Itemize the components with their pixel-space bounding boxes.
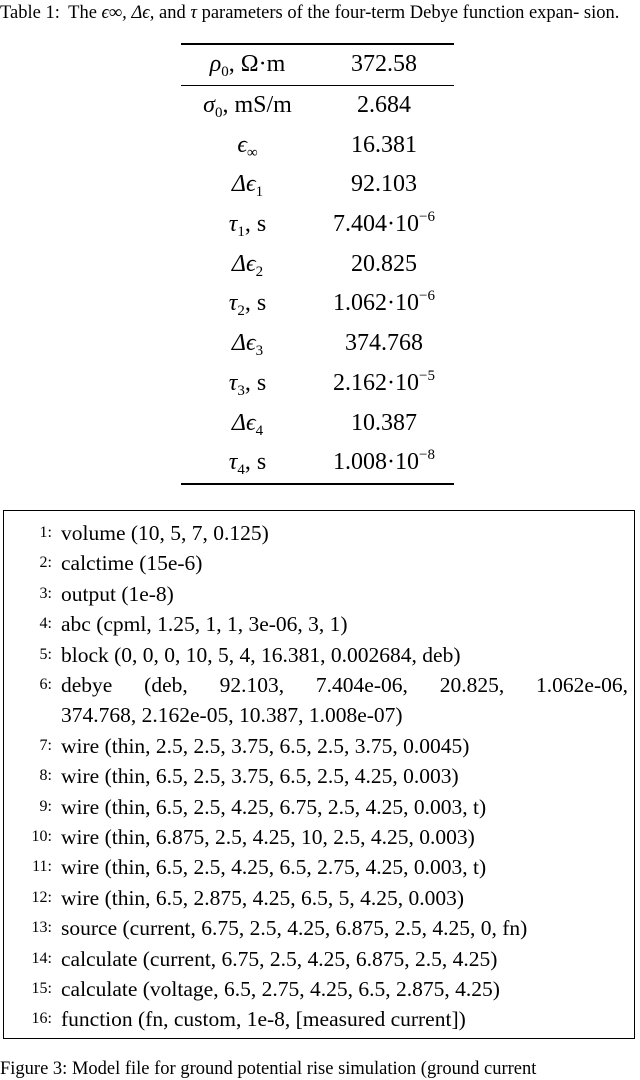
parameter-value-mantissa: 92.103 [351,171,417,198]
parameter-value-exponent: −6 [419,209,435,226]
caption-text-b: and [159,3,186,23]
line-number: 8: [39,767,52,785]
line-code: source (current, 6.75, 2.5, 4.25, 6.875, 2.5, 4.25, 0, fn) [61,916,528,941]
table-row [181,284,454,324]
parameter-label [181,205,314,245]
caption-symbol-eps-inf: ϵ∞, [101,3,127,23]
listing-line [4,822,634,853]
listing-line [4,670,634,701]
line-code: abc (cpml, 1.25, 1, 1, 3e-06, 3, 1) [61,612,348,637]
parameter-value [314,364,454,404]
line-code: calculate (voltage, 6.5, 2.75, 4.25, 6.5, 2.875, 4.25) [61,977,500,1001]
parameter-value-mantissa: 374.768 [345,330,423,357]
parameter-value-mantissa: 20.825 [351,250,417,277]
line-number: 6: [39,676,52,693]
listing-line [4,700,634,731]
parameter-unit: , s [244,290,267,317]
parameter-label [181,125,314,165]
parameter-label [181,85,314,125]
line-number: 11: [32,858,52,876]
parameter-label [181,403,314,443]
parameter-subscript: 1 [255,184,264,201]
caption-text-d: sion. [583,3,620,23]
parameter-table [181,43,454,485]
line-number: 1: [39,524,52,541]
table-row [181,403,454,443]
table-row [181,85,454,125]
listing-line [4,852,634,883]
listing-line [4,640,634,671]
line-code: wire (thin, 6.875, 2.5, 4.25, 10, 2.5, 4.25, 0.003) [61,825,475,849]
parameter-symbol: σ [203,92,215,119]
parameter-value [314,125,454,165]
parameter-subscript: 3 [255,343,264,360]
line-number: 9: [39,797,52,815]
table-row [181,205,454,245]
table-caption [0,2,640,24]
caption-symbol-delta-eps: Δϵ, [131,3,155,23]
line-code: calculate (current, 6.75, 2.5, 4.25, 6.875, 2.5, 4.25) [61,946,498,971]
parameter-value-mantissa: 2.684 [357,92,411,119]
parameter-value-exponent: −8 [419,447,435,464]
parameter-subscript: 2 [255,263,264,280]
line-code: debye (deb, 92.103, 7.404e-06, 20.825, 1.062e-06, [61,673,628,697]
line-code: volume (10, 5, 7, 0.125) [61,521,269,545]
line-number: 15: [31,980,52,997]
line-number: 14: [31,949,52,967]
parameter-value [314,403,454,443]
table-row [181,165,454,205]
parameter-value-mantissa: 1.008·10 [333,449,420,476]
listing-line [4,883,634,914]
caption-label: Table 1: [0,3,60,23]
parameter-subscript: 4 [255,422,264,439]
parameter-value-mantissa: 7.404·10 [333,211,420,238]
line-code: wire (thin, 2.5, 2.5, 3.75, 6.5, 2.5, 3.75, 0.0045) [61,733,470,758]
parameter-subscript: 2 [237,303,245,320]
parameter-value [314,85,454,125]
parameter-unit: , mS/m [222,92,292,119]
parameter-value-mantissa: 2.162·10 [333,369,420,396]
parameter-value [314,443,454,484]
parameter-label [181,244,314,284]
listing-line [4,548,634,579]
line-number: 3: [39,584,52,602]
parameter-subscript: 1 [237,224,245,241]
parameter-value [314,324,454,364]
parameter-value [314,205,454,245]
line-code: wire (thin, 6.5, 2.5, 4.25, 6.5, 2.75, 4.25, 0.003, t) [61,855,487,880]
line-number: 12: [31,888,52,906]
line-number: 16: [31,1010,52,1028]
parameter-value-mantissa: 1.062·10 [333,290,420,317]
listing-line [4,579,634,610]
parameter-symbol: τ [228,290,238,317]
line-number: 7: [39,736,52,754]
line-number: 4: [39,615,52,633]
parameter-symbol: Δϵ [231,409,256,436]
table-row [181,44,454,85]
parameter-value-mantissa: 16.381 [351,131,417,158]
parameter-symbol: τ [228,449,238,476]
parameter-unit: , s [244,449,267,476]
parameter-value-exponent: −5 [419,367,435,384]
parameter-subscript: 0 [221,64,229,81]
parameter-symbol: τ [228,211,238,238]
line-code: calctime (15e-6) [61,551,203,576]
parameter-value-mantissa: 10.387 [351,409,417,436]
parameter-label [181,165,314,205]
parameter-subscript: 3 [237,382,245,399]
table-row [181,125,454,165]
parameter-label [181,443,314,484]
listing-line [4,761,634,792]
parameter-symbol: Δϵ [231,330,256,357]
parameter-value-mantissa: 372.58 [351,51,417,78]
parameter-value-exponent: −6 [419,288,435,305]
parameter-subscript: 0 [214,105,223,122]
table-row [181,324,454,364]
caption-symbol-tau: τ [190,3,197,23]
parameter-unit: , s [244,211,267,238]
parameter-label [181,324,314,364]
caption-text-c: parameters of the four-term Debye function expan- [201,3,580,23]
parameter-subscript: 4 [237,462,245,479]
parameter-label [181,284,314,324]
line-code: output (1e-8) [61,581,174,606]
parameter-unit: , Ω·m [228,51,286,78]
figure-caption: Figure 3: Model file for ground potential rise simulation (ground current [0,1059,537,1079]
parameter-value [314,284,454,324]
listing-line [4,944,634,975]
parameter-label [181,44,314,85]
parameter-symbol: Δϵ [231,171,256,198]
line-number: 2: [39,554,52,572]
listing-line [4,913,634,944]
listing-line [4,974,634,1005]
table-row [181,364,454,404]
line-code: wire (thin, 6.5, 2.875, 4.25, 6.5, 5, 4.25, 0.003) [61,885,465,910]
table-row [181,244,454,284]
line-number: 13: [31,919,52,937]
line-code: block (0, 0, 0, 10, 5, 4, 16.381, 0.002684, deb) [61,642,461,667]
parameter-value [314,244,454,284]
model-file-listing [3,510,635,1039]
listing-line [4,518,634,549]
caption-text-a: The [68,3,97,23]
line-code: wire (thin, 6.5, 2.5, 4.25, 6.75, 2.5, 4.25, 0.003, t) [61,794,487,819]
parameter-symbol: τ [228,369,238,396]
line-code: 374.768, 2.162e-05, 10.387, 1.008e-07) [61,703,403,728]
parameter-value [314,165,454,205]
parameter-symbol: ρ [209,51,222,78]
table-row [181,443,454,484]
parameter-unit: , s [244,369,267,396]
listing-line [4,731,634,762]
parameter-symbol: Δϵ [231,250,256,277]
line-code: wire (thin, 6.5, 2.5, 3.75, 6.5, 2.5, 4.25, 0.003) [61,764,459,789]
listing-line [4,792,634,823]
listing-line [4,609,634,640]
line-number: 5: [39,645,52,663]
line-code: function (fn, custom, 1e-8, [measured current]) [61,1007,466,1032]
parameter-symbol: ϵ [237,131,247,158]
parameter-subscript: ∞ [246,144,258,161]
parameter-value [314,44,454,85]
parameter-label [181,364,314,404]
line-number: 10: [31,828,52,845]
listing-line [4,1004,634,1035]
